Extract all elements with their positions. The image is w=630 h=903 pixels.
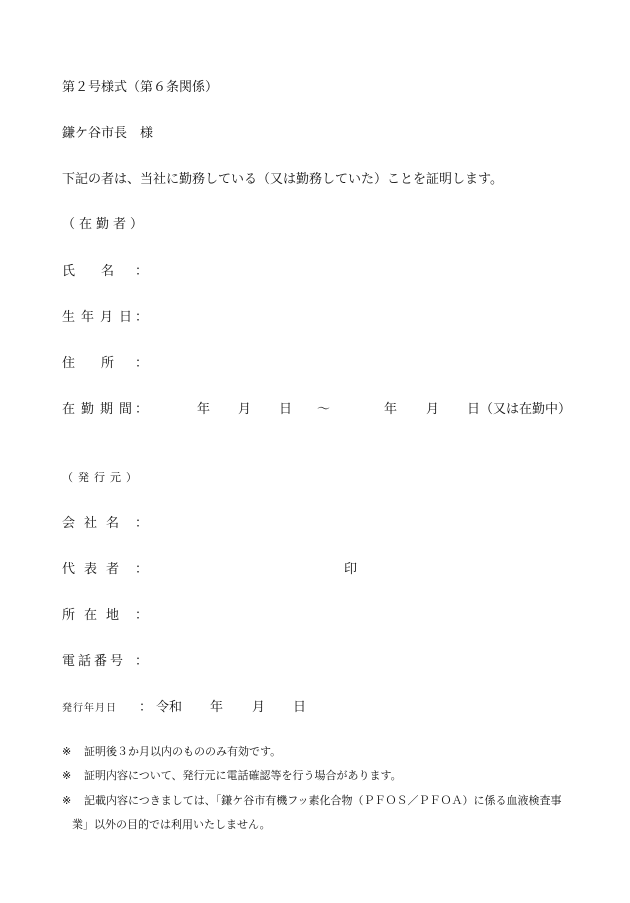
employee-dob-row [62,310,155,326]
note-text: 証明後３か月以内のもののみ有効です。 [84,745,282,758]
addressee: 鎌ケ谷市長 様 [62,126,154,141]
issue-date-day: 日 [293,700,307,715]
colon: ： [135,516,149,531]
colon: ： [135,356,149,371]
period-start-year: 年 [197,402,211,417]
issue-date-label: 発行年月日 [62,703,117,714]
representative-label: 代表者 [62,562,129,577]
location-row [62,608,155,624]
note-mark: ※ [62,745,72,758]
employee-address-row [62,356,155,372]
colon: ： [135,402,149,417]
period-start-day: 日 [279,402,293,417]
employee-dob-label: 生年月日 [62,310,139,325]
issue-date-era: 令和 [156,700,183,715]
employee-name-row [62,264,155,280]
note-text: 証明内容について、発行元に電話確認等を行う場合があります。 [84,769,402,782]
note-mark: ※ [62,769,72,782]
note-mark: ※ [62,794,72,807]
colon: ： [135,310,153,325]
employment-period-row [62,402,582,418]
issue-date-year: 年 [210,700,224,715]
colon: ： [135,608,149,623]
note-item [62,769,402,783]
colon: ： [135,562,149,577]
issue-date-month: 月 [252,700,266,715]
form-title: 第２号様式（第６条関係） [62,80,219,95]
period-end-month: 月 [426,402,440,417]
employee-name-label: 氏 名 [62,264,115,279]
period-end-day-ongoing: 日（又は在勤中） [467,402,572,417]
seal-mark: 印 [344,562,358,577]
colon: ： [135,654,149,669]
note-item [62,745,281,759]
colon: ： [139,700,153,715]
employee-section-heading: （在勤者） [62,217,148,232]
period-end-year: 年 [384,402,398,417]
period-start-month: 月 [238,402,252,417]
company-name-label: 会社名 [62,516,129,531]
note-text: 記載内容につきましては、「鎌ケ谷市有機フッ素化合物（ＰＦＯＳ／ＰＦＯＡ）に係る血液検査事 [84,794,562,807]
location-label: 所在地 [62,608,129,623]
issuer-section-heading: （発行元） [62,471,142,484]
company-name-row [62,516,155,532]
note-item [62,794,562,830]
period-tilde: ～ [317,402,331,417]
issue-date-row [62,700,322,717]
colon: ： [135,264,149,279]
note-text-continuation: 業」以外の目的では利用いたしません。 [72,818,271,831]
representative-row [62,562,382,578]
certification-statement: 下記の者は、当社に勤務している（又は勤務していた）ことを証明します。 [62,172,503,187]
employment-period-label: 在勤期間 [62,402,139,417]
employee-address-label: 住 所 [62,356,115,371]
phone-label: 電話番号 [62,654,127,669]
phone-row [62,654,155,670]
